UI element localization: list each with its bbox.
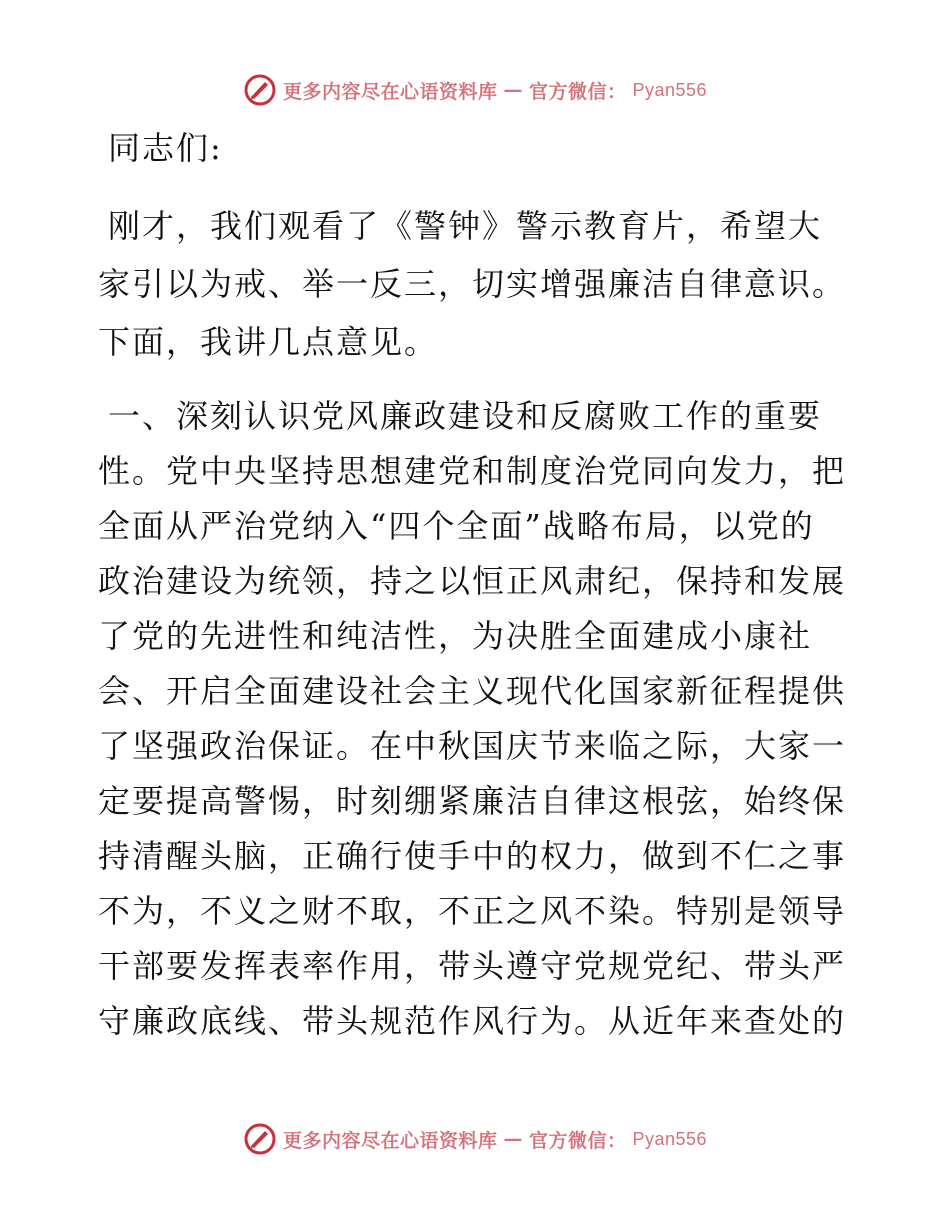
paragraph-2-line: 会、开启全面建设社会主义现代化国家新征程提供 <box>98 672 847 710</box>
paragraph-2-line: 了坚强政治保证。在中秋国庆节来临之际，大家一 <box>98 727 847 765</box>
paragraph-2-line: 干部要发挥表率作用，带头遵守党规党纪、带头严 <box>98 947 847 985</box>
footer-watermark <box>0 1119 950 1159</box>
paragraph-2 <box>98 394 846 1054</box>
paragraph-1-line: 家引以为戒、举一反三，切实增强廉洁自律意识。 <box>98 265 847 303</box>
paragraph-2-line: 守廉政底线、带头规范作风行为。从近年来查处的 <box>98 1002 847 1040</box>
paragraph-1-line: 下面，我讲几点意见。 <box>98 323 439 361</box>
watermark-brand: 更多内容尽在心语资料库 <box>282 80 498 103</box>
quill-circle-logo-icon <box>243 73 277 107</box>
watermark-wechat-id: Pyan556 <box>632 1128 708 1149</box>
watermark-dash: — <box>503 79 523 101</box>
watermark-wechat-label: 官方微信： <box>528 1129 627 1152</box>
watermark-wechat-id: Pyan556 <box>632 79 708 100</box>
salutation: 同志们: <box>108 129 223 167</box>
paragraph-2-line: 性。党中央坚持思想建党和制度治党同向发力，把 <box>98 452 847 490</box>
paragraph-2-line: 了党的先进性和纯洁性，为决胜全面建成小康社 <box>98 617 813 655</box>
quill-circle-logo-icon <box>243 1122 277 1156</box>
watermark-wechat-label: 官方微信： <box>528 80 627 103</box>
paragraph-1-line: 刚才，我们观看了《警钟》警示教育片，希望大 <box>108 207 823 245</box>
paragraph-2-line: 持清醒头脑，正确行使手中的权力，做到不仁之事 <box>98 837 847 875</box>
paragraph-1 <box>98 204 846 378</box>
paragraph-2-line: 一、深刻认识党风廉政建设和反腐败工作的重要 <box>108 397 823 435</box>
header-watermark <box>0 70 950 110</box>
paragraph-2-line: 不为，不义之财不取，不正之风不染。特别是领导 <box>98 892 847 930</box>
paragraph-2-line: 定要提高警惕，时刻绷紧廉洁自律这根弦，始终保 <box>98 782 847 820</box>
paragraph-2-line: 政治建设为统领，持之以恒正风肃纪，保持和发展 <box>98 562 847 600</box>
watermark-dash: — <box>503 1128 523 1150</box>
watermark-brand: 更多内容尽在心语资料库 <box>282 1129 498 1152</box>
paragraph-2-line: 全面从严治党纳入“四个全面”战略布局，以党的 <box>98 507 815 545</box>
